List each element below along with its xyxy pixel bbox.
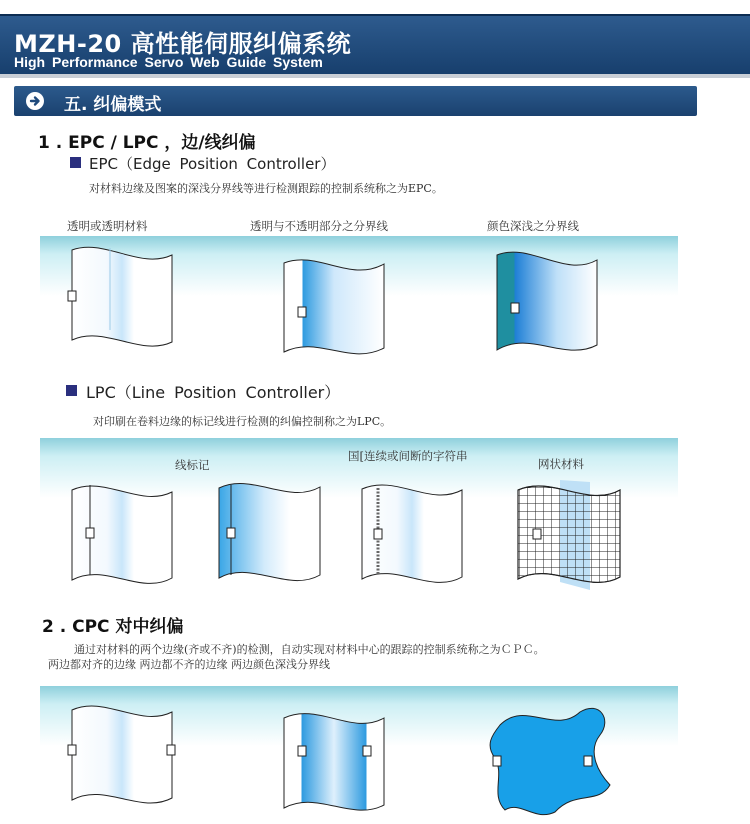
epc-caption-2: 透明与不透明部分之分界线 <box>250 219 388 233</box>
cpc-web-unaligned <box>284 714 384 811</box>
epc-caption-1: 透明或透明材料 <box>67 219 148 233</box>
header-subtitle: High Performance Servo Web Guide System <box>14 54 323 70</box>
cpc-web-color-boundary <box>490 708 610 814</box>
cpc-web-aligned <box>68 706 175 803</box>
epc-description: 对材料边缘及图案的深浅分界线等进行检测跟踪的控制系统称之为EPC。 <box>89 182 443 195</box>
cpc-description-2: 两边都对齐的边缘 两边都不齐的边缘 两边颜色深浅分界线 <box>48 658 330 671</box>
epc-lpc-heading: 1 . EPC / LPC ，边/线纠偏 <box>38 133 256 153</box>
cpc-heading: 2 . CPC 对中纠偏 <box>42 617 184 637</box>
epc-caption-3: 颜色深浅之分界线 <box>487 219 579 233</box>
header-title: MZH-20 高性能伺服纠偏系统 <box>14 30 352 58</box>
lpc-caption-1: 线标记 <box>175 458 210 472</box>
cpc-description: 通过对材料的两个边缘(齐或不齐)的检测，自动实现对材料中心的跟踪的控制系统称之为ＣＰＣ。 <box>74 643 545 656</box>
lpc-web-edge-line <box>219 483 320 580</box>
epc-web-color-boundary <box>497 252 597 350</box>
section-title: 五. 纠偏模式 <box>64 95 162 115</box>
lpc-caption-2: 国[连续或间断的字符串 <box>348 449 468 463</box>
epc-web-half-opaque <box>284 260 384 354</box>
epc-web-transparent <box>68 247 172 346</box>
lpc-web-character-string <box>362 485 462 582</box>
epc-title: EPC（Edge Position Controller） <box>89 155 336 173</box>
lpc-web-line-mark <box>72 485 172 583</box>
lpc-caption-3: 网状材料 <box>538 457 584 471</box>
lpc-title: LPC（Line Position Controller） <box>86 383 341 402</box>
lpc-web-mesh <box>518 480 620 590</box>
lpc-description: 对印刷在卷料边缘的标记线进行检测的纠偏控制称之为LPC。 <box>93 415 392 428</box>
